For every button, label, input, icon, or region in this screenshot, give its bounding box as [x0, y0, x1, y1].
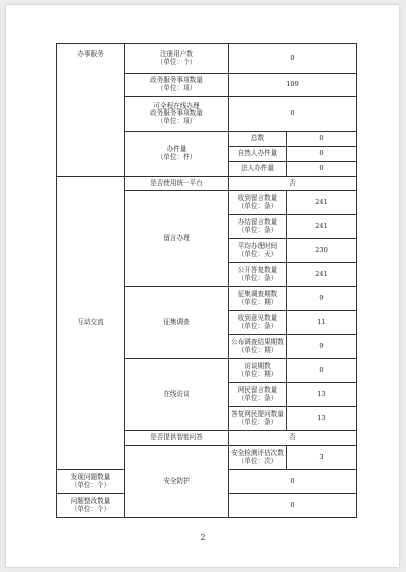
sub-label: 办结留言数量 （单位：条） — [229, 215, 287, 239]
row-label: 征集调查 — [125, 287, 229, 359]
sub-label: 公布调查结果期数 （单位：期） — [229, 335, 287, 359]
row-label: 是否使用统一平台 — [125, 177, 229, 191]
statistics-table — [56, 43, 357, 518]
row-label: 发现问题数量 （单位：个） — [57, 470, 125, 494]
row-label: 政务服务事项数量 （单位：项） — [125, 74, 229, 97]
row-label: 问题整改数量 （单位：个） — [57, 494, 125, 518]
row-label: 是否提供智能问答 — [125, 431, 229, 446]
sub-label: 网民留言数量 （单位：条） — [229, 383, 287, 407]
cell-value: 3 — [287, 446, 357, 470]
cell-value: 241 — [287, 191, 357, 215]
cell-value: 0 — [287, 147, 357, 162]
cell-value: 9 — [287, 287, 357, 311]
category-interaction: 互动交流 — [57, 177, 125, 470]
cell-value: 0 — [229, 97, 357, 132]
row-label: 安全检测评估次数 （单位：次） — [229, 446, 287, 470]
sub-label: 收到留言数量 （单位：条） — [229, 191, 287, 215]
cell-value: 0 — [287, 162, 357, 177]
sub-label: 答复网民提问数量 （单位：条） — [229, 407, 287, 431]
cell-value: 11 — [287, 311, 357, 335]
table-row — [57, 44, 357, 74]
row-label: 注册用户数 （单位：个） — [125, 44, 229, 74]
cell-value: 13 — [287, 383, 357, 407]
cell-value: 241 — [287, 215, 357, 239]
category-service: 办事服务 — [57, 44, 125, 177]
sub-label: 平均办理时间 （单位：天） — [229, 239, 287, 263]
row-label: 留言办理 — [125, 191, 229, 287]
sub-label: 征集调查期数 （单位：期） — [229, 287, 287, 311]
cell-value: 0 — [229, 494, 357, 518]
cell-value: 0 — [287, 132, 357, 147]
sub-label: 自然人办件量 — [229, 147, 287, 162]
cell-value: 否 — [229, 177, 357, 191]
table-row — [57, 177, 357, 191]
cell-value: 109 — [229, 74, 357, 97]
row-label: 办件量 （单位：件） — [125, 132, 229, 177]
row-label: 在线访谈 — [125, 359, 229, 431]
sub-label: 访谈期数 （单位：期） — [229, 359, 287, 383]
cell-value: 0 — [229, 44, 357, 74]
sub-label: 公开答复数量 （单位：条） — [229, 263, 287, 287]
sub-label: 收到意见数量 （单位：条） — [229, 311, 287, 335]
cell-value: 否 — [229, 431, 357, 446]
cell-value: 0 — [287, 359, 357, 383]
category-security: 安全防护 — [125, 446, 229, 518]
sub-label: 总数 — [229, 132, 287, 147]
cell-value: 230 — [287, 239, 357, 263]
cell-value: 241 — [287, 263, 357, 287]
sub-label: 法人办件量 — [229, 162, 287, 177]
cell-value: 9 — [287, 335, 357, 359]
page-number: 2 — [200, 533, 206, 542]
row-label: 可全程在线办理 政务服务事项数量 （单位：项） — [125, 97, 229, 132]
cell-value: 13 — [287, 407, 357, 431]
cell-value: 0 — [229, 470, 357, 494]
